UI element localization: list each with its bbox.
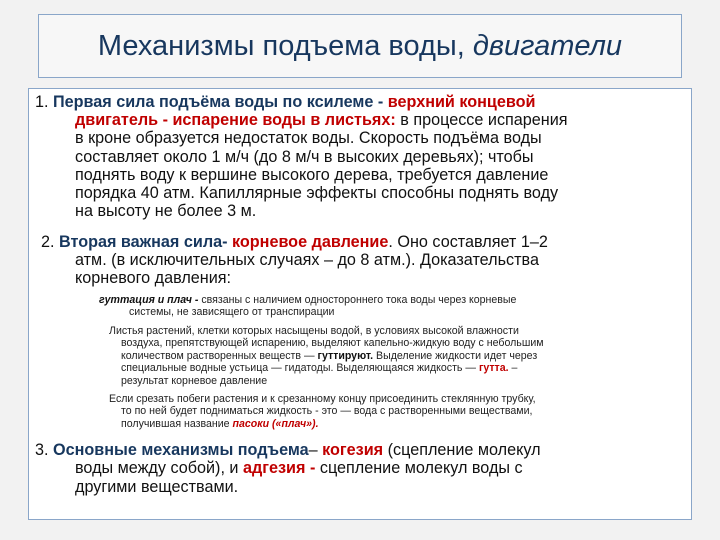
p3-lead: Основные механизмы подъема bbox=[53, 441, 309, 459]
s2-red-1: гутта. bbox=[478, 362, 509, 375]
p1-highlight-2: двигатель - испарение воды в листьях: bbox=[75, 111, 396, 130]
s2-text-4b: – bbox=[511, 362, 518, 375]
p1-number: 1. bbox=[35, 93, 49, 111]
s3-text-2: то по ней будет подниматься жидкость - это — вода с растворенными веществами, bbox=[121, 405, 533, 418]
paragraph-3 bbox=[35, 441, 691, 496]
p3-text-1: (сцепление молекул bbox=[387, 441, 541, 459]
s2-bold-1: гуттируют. bbox=[317, 349, 374, 362]
s3-text-1: Если срезать побеги растения и к срезанному концу присоединить стеклянную трубку, bbox=[109, 393, 536, 405]
p3-highlight-1: когезия bbox=[322, 441, 384, 459]
p3-dash: – bbox=[308, 441, 318, 459]
p2-highlight: корневое давление bbox=[232, 233, 389, 251]
p2-number: 2. bbox=[41, 233, 55, 251]
p1-text-2: в кроне образуется недостаток воды. Скорость подъёма воды bbox=[75, 129, 542, 148]
s2-text-3a: количеством растворенных веществ — bbox=[121, 349, 315, 362]
p1-highlight-1: верхний концевой bbox=[387, 93, 536, 111]
s1-text-2: системы, не зависящего от транспирации bbox=[129, 306, 335, 319]
p2-text-2: атм. (в исключительных случаях – до 8 атм.). Доказательства bbox=[75, 251, 539, 270]
s1-bold-italic: гуттация и плач - bbox=[99, 294, 199, 306]
s3-text-3: получившая название bbox=[121, 417, 230, 430]
p1-text-5: порядка 40 атм. Капиллярные эффекты способны поднять воду bbox=[75, 184, 559, 203]
p2-text-3: корневого давления: bbox=[75, 269, 232, 288]
guttation-note bbox=[99, 294, 689, 319]
s2-text-4a: специальные водные устьица — гидатоды. Выделяющаяся жидкость — bbox=[121, 362, 476, 375]
p1-lead: Первая сила подъёма воды по ксилеме - bbox=[53, 93, 384, 111]
s2-text-3b: Выделение жидкости идет через bbox=[376, 349, 538, 362]
p1-text-6: на высоту не более 3 м. bbox=[75, 202, 257, 221]
p1-text-1: в процессе испарения bbox=[400, 111, 568, 130]
content-box bbox=[28, 88, 692, 520]
s2-text-2: воздуха, препятствующей испарению, выделяют капельно-жидкую воду с небольшим bbox=[121, 337, 544, 350]
s3-red-italic: пасоки («плач»). bbox=[232, 417, 319, 430]
s2-text-1: Листья растений, клетки которых насыщены водой, в условиях высокой влажности bbox=[109, 325, 519, 337]
paragraph-2 bbox=[41, 233, 691, 288]
title-italic: двигатели bbox=[472, 29, 623, 62]
p3-number: 3. bbox=[35, 441, 49, 459]
p2-text-1: . Оно составляет 1–2 bbox=[388, 233, 548, 251]
p3-text-2a: воды между собой), и bbox=[75, 459, 239, 478]
title-box bbox=[38, 14, 682, 78]
sap-note bbox=[109, 393, 689, 430]
leaves-note bbox=[109, 325, 689, 387]
p3-highlight-2: адгезия - bbox=[242, 459, 316, 478]
title-main: Механизмы подъема воды, bbox=[97, 29, 465, 62]
p1-text-4: поднять воду к вершине высокого дерева, требуется давление bbox=[75, 165, 549, 184]
p1-text-3: составляет около 1 м/ч (до 8 м/ч в высоких деревьях); чтобы bbox=[75, 147, 534, 166]
p3-text-3: другими веществами. bbox=[75, 477, 239, 496]
slide-title bbox=[98, 30, 622, 63]
p3-text-2b: сцепление молекул воды с bbox=[319, 459, 523, 478]
s2-text-5: результат корневое давление bbox=[121, 374, 268, 387]
p2-lead: Вторая важная сила- bbox=[59, 233, 228, 251]
paragraph-1 bbox=[35, 93, 691, 220]
s1-text-1: связаны с наличием одностороннего тока воды через корневые bbox=[201, 294, 517, 306]
